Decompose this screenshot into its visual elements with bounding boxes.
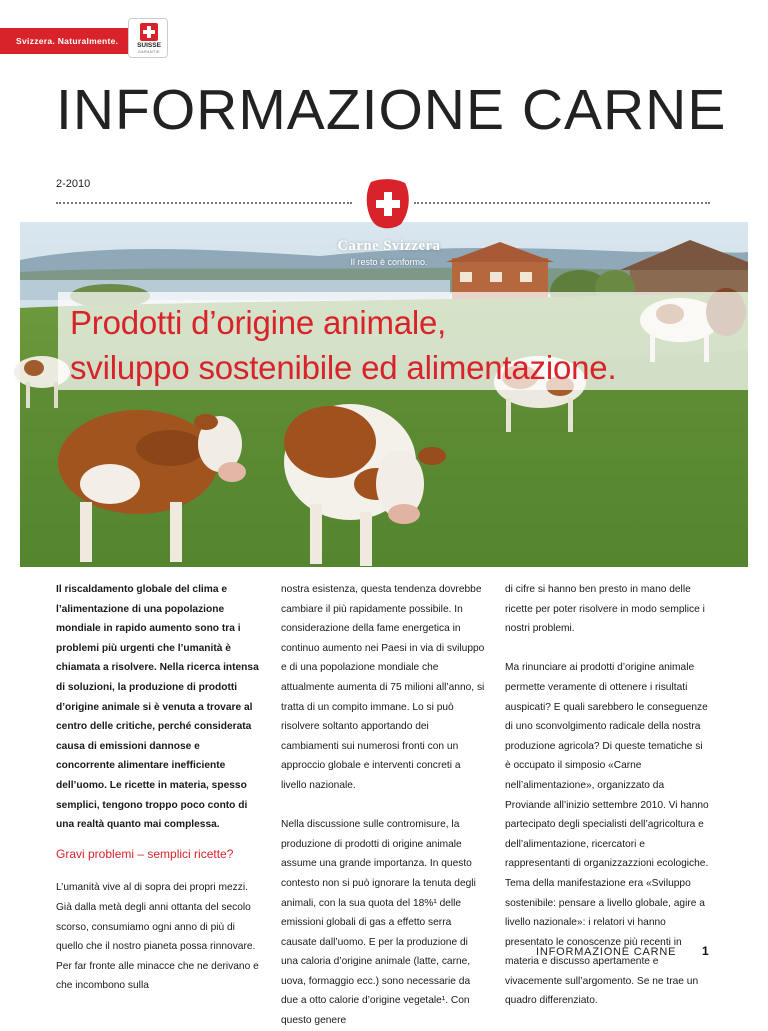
headline-box [58,292,748,390]
article-paragraph: Ma rinunciare ai prodotti d’origine animale permette veramente di ottenere i risultati auspicati? E quali sarebbero le conseguenze di uno sconvolgimento radicale della nostra produzione agricola? Di queste tematiche si è occupato il simposio «Carne nell’alimentazione», organizzato da Proviande all’inizio settembre 2010. Vi hanno partecipato degli specialisti dell’agricoltura e dell’alimentazione, ricercatori e rappresentanti di organizzazzioni ecologiche. Tema della manifestazione era «Sviluppo sostenibile: pensare a livello globale, agire a livello nazionale»: i relatori vi hanno presentato le conoscenze più recenti in materia e discusso apertamente e vivacemente sull’argomento. Se ne trae un quadro differenziato. [505,662,709,1007]
article-paragraph: di cifre si hanno ben presto in mano delle ricette per poter risolvere in modo semplice i nostri problemi. [505,584,705,635]
article-column-1 [56,580,260,996]
article-subhead: Gravi problemi – semplici ricette? [56,846,234,861]
page-number: 1 [702,944,709,958]
swiss-cross-icon [140,23,158,41]
suisse-garantie-badge [128,18,168,58]
headline-line-1: Prodotti d’origine animale, [70,304,447,341]
badge-garantie-text: GARANTIE [138,50,160,54]
dotted-rule-left [56,202,352,204]
dotted-rule-right [414,202,710,204]
headline-line-2: sviluppo sostenibile ed alimentazione. [70,349,617,386]
badge-suisse-text: SUISSE [137,42,161,49]
carne-svizzera-logo-name: Carne Svizzera [337,238,441,254]
hero-photo-cows-meadow [20,222,748,567]
article-lead: Il riscaldamento globale del clima e l’alimentazione di una popolazione mondiale in rapido aumento sono tra i problemi più urgenti che l’umanità è chiamata a risolvere. Nella ricerca intensa di soluzioni, la produzione di prodotti d’origine animale si è venuta a trovare al centro delle critiche, perché considerata causa di emissioni dannose e concorrente alimentare inefficiente dell’uomo. Le ricette in materia, spesso semplici, tengono troppo poco conto di una realtà quanto mai complessa. [56,584,259,831]
carne-svizzera-shield-icon [365,178,411,230]
article-paragraph: L’umanità vive al di sopra dei propri mezzi. Già dalla metà degli anni ottanta del secolo scorso, consumiamo ogni anno di più di quello che il nostro pianeta possa rinnovare. Per far fronte alle minacce che ne derivano e che incombono sulla [56,882,259,992]
footer-publication-label: INFORMAZIONE CARNE [536,946,677,958]
carne-svizzera-slogan: Il resto è conformo. [350,257,428,267]
brand-tagline: Svizzera. Naturalmente. [16,36,119,46]
article-column-2 [281,580,485,1031]
article-paragraph: Nella discussione sulle contromisure, la produzione di prodotti di origine animale assume una grande importanza. In questo contesto non si può ignorare la tenuta degli animali, con la sua quota del 18%¹ delle emissioni globali di gas a effetto serra causate dall’uomo. E per la produzione di una caloria d’origine animale (latte, carne, uova, formaggio ecc.) sono necessarie da due a otto calorie d’origine vegetale¹. Con questo genere [281,819,476,1027]
article-paragraph: nostra esistenza, questa tendenza dovrebbe cambiare il più rapidamente possibile. In considerazione della fame energetica in continuo aumento nei Paesi in via di sviluppo e di una popolazione mondiale che attualmente aumenta di 75 milioni all’anno, si tratta di un compito immane. Lo si può risolvere soltanto apportando dei cambiamenti sui numerosi fronti con un approccio globale e interventi concreti a livello nazionale. [281,584,485,791]
masthead-title: INFORMAZIONE CARNE [56,78,727,142]
issue-number: 2-2010 [56,178,91,190]
